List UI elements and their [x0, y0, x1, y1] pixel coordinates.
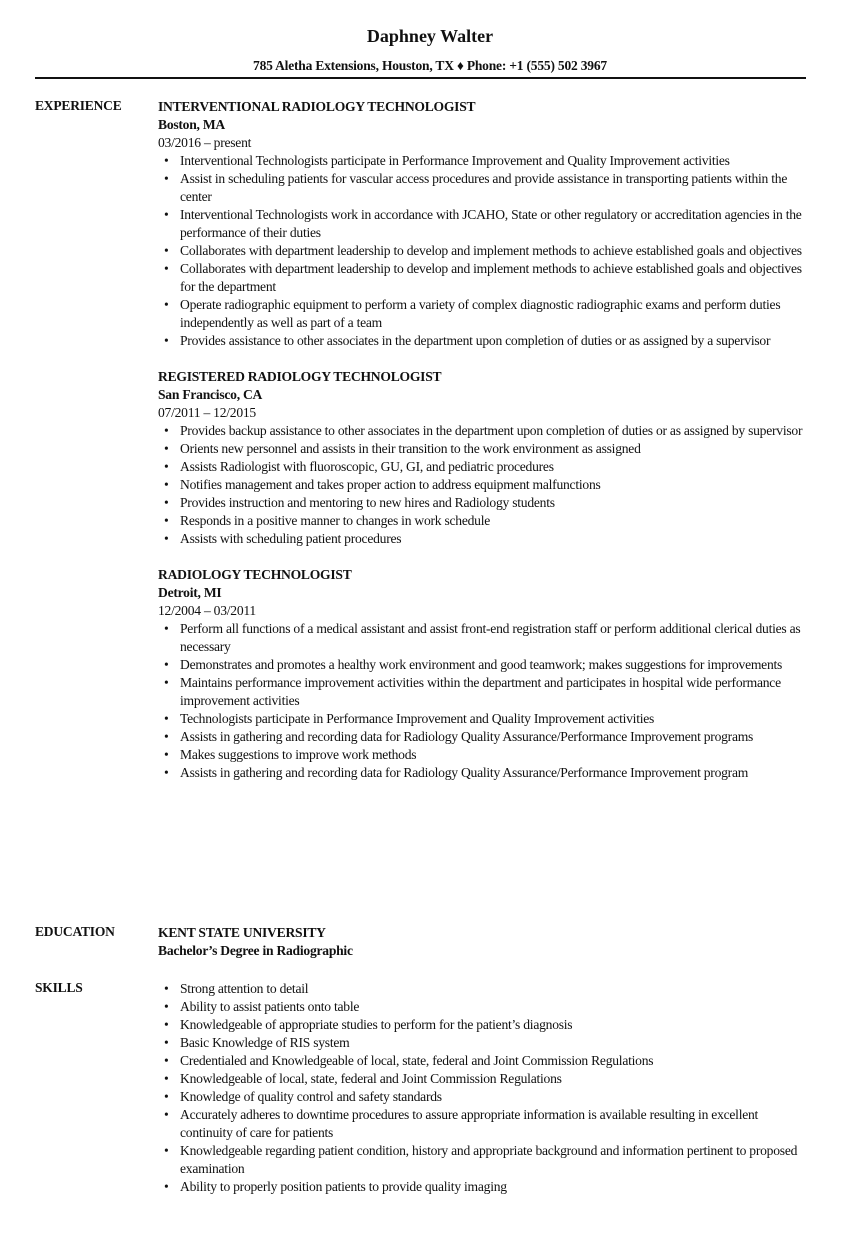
list-item: • Responds in a positive manner to changes in work schedule	[158, 512, 812, 530]
job-title: REGISTERED RADIOLOGY TECHNOLOGIST	[158, 369, 442, 384]
list-item: • Collaborates with department leadership to develop and implement methods to achieve established goals and objectives for the department	[158, 260, 812, 296]
skill-item: • Ability to assist patients onto table	[158, 998, 812, 1016]
section-label-skills: SKILLS	[35, 980, 83, 995]
list-item: • Demonstrates and promotes a healthy work environment and good teamwork; makes suggestions for improvements	[158, 656, 812, 674]
job-entry	[158, 368, 815, 548]
list-item: • Provides instruction and mentoring to new hires and Radiology students	[158, 494, 812, 512]
skill-item: • Basic Knowledge of RIS system	[158, 1034, 812, 1052]
skill-item: • Knowledgeable of local, state, federal and Joint Commission Regulations	[158, 1070, 812, 1088]
job-entry	[158, 98, 815, 350]
job-entry	[158, 566, 815, 782]
experience-section	[35, 98, 815, 800]
job-dates: 03/2016 – present	[158, 135, 252, 150]
education-section	[35, 924, 815, 960]
header-divider	[35, 77, 806, 79]
section-label-education: EDUCATION	[35, 924, 115, 939]
list-item: • Perform all functions of a medical assistant and assist front-end registration staff or perform additional clerical duties as necessary	[158, 620, 812, 656]
skill-item: • Knowledge of quality control and safety standards	[158, 1088, 812, 1106]
experience-jobs	[158, 98, 815, 782]
job-bullets	[158, 620, 815, 782]
list-item: • Assists with scheduling patient procedures	[158, 530, 812, 548]
list-item: • Maintains performance improvement activities within the department and participates in hospital wide performance improvement activities	[158, 674, 812, 710]
list-item: • Orients new personnel and assists in their transition to the work environment as assigned	[158, 440, 812, 458]
list-item: • Operate radiographic equipment to perform a variety of complex diagnostic radiographic exams and perform duties independently as well as part of a team	[158, 296, 812, 332]
skill-item: • Knowledgeable of appropriate studies to perform for the patient’s diagnosis	[158, 1016, 812, 1034]
skill-item: • Accurately adheres to downtime procedures to assure appropriate information is available resulting in excellent continuity of care for patients	[158, 1106, 812, 1142]
job-bullets	[158, 152, 815, 350]
list-item: • Provides backup assistance to other associates in the department upon completion of duties or as assigned by supervisor	[158, 422, 812, 440]
job-dates: 07/2011 – 12/2015	[158, 405, 256, 420]
candidate-name: Daphney Walter	[366, 26, 494, 46]
list-item: • Assists Radiologist with fluoroscopic, GU, GI, and pediatric procedures	[158, 458, 812, 476]
job-location: Detroit, MI	[158, 585, 222, 600]
list-item: • Assists in gathering and recording data for Radiology Quality Assurance/Performance Improvement program	[158, 764, 812, 782]
list-item: • Assist in scheduling patients for vascular access procedures and provide assistance in transporting patients within the center	[158, 170, 812, 206]
skill-item: • Credentialed and Knowledgeable of local, state, federal and Joint Commission Regulations	[158, 1052, 812, 1070]
job-bullets	[158, 422, 815, 548]
list-item: • Assists in gathering and recording data for Radiology Quality Assurance/Performance Improvement programs	[158, 728, 812, 746]
skill-item: • Strong attention to detail	[158, 980, 812, 998]
list-item: • Interventional Technologists participate in Performance Improvement and Quality Improvement activities	[158, 152, 812, 170]
job-title: INTERVENTIONAL RADIOLOGY TECHNOLOGIST	[158, 99, 476, 114]
job-location: San Francisco, CA	[158, 387, 263, 402]
job-dates: 12/2004 – 03/2011	[158, 603, 256, 618]
list-item: • Notifies management and takes proper action to address equipment malfunctions	[158, 476, 812, 494]
school-name: KENT STATE UNIVERSITY	[158, 925, 326, 940]
job-title: RADIOLOGY TECHNOLOGIST	[158, 567, 352, 582]
skill-item: • Ability to properly position patients to provide quality imaging	[158, 1178, 812, 1196]
job-location: Boston, MA	[158, 117, 225, 132]
contact-line: 785 Aletha Extensions, Houston, TX ♦ Phone: +1 (555) 502 3967	[253, 58, 607, 73]
section-label-experience: EXPERIENCE	[35, 98, 122, 113]
skill-item: • Knowledgeable regarding patient condition, history and appropriate background and information pertinent to proposed examination	[158, 1142, 812, 1178]
list-item: • Provides assistance to other associates in the department upon completion of duties or as assigned by a supervisor	[158, 332, 812, 350]
list-item: • Makes suggestions to improve work methods	[158, 746, 812, 764]
skills-list	[158, 980, 815, 1196]
list-item: • Technologists participate in Performance Improvement and Quality Improvement activities	[158, 710, 812, 728]
skills-section	[35, 980, 815, 1196]
list-item: • Interventional Technologists work in accordance with JCAHO, State or other regulatory or accreditation agencies in the performance of their duties	[158, 206, 812, 242]
list-item: • Collaborates with department leadership to develop and implement methods to achieve established goals and objectives	[158, 242, 812, 260]
degree: Bachelor’s Degree in Radiographic	[158, 943, 353, 958]
